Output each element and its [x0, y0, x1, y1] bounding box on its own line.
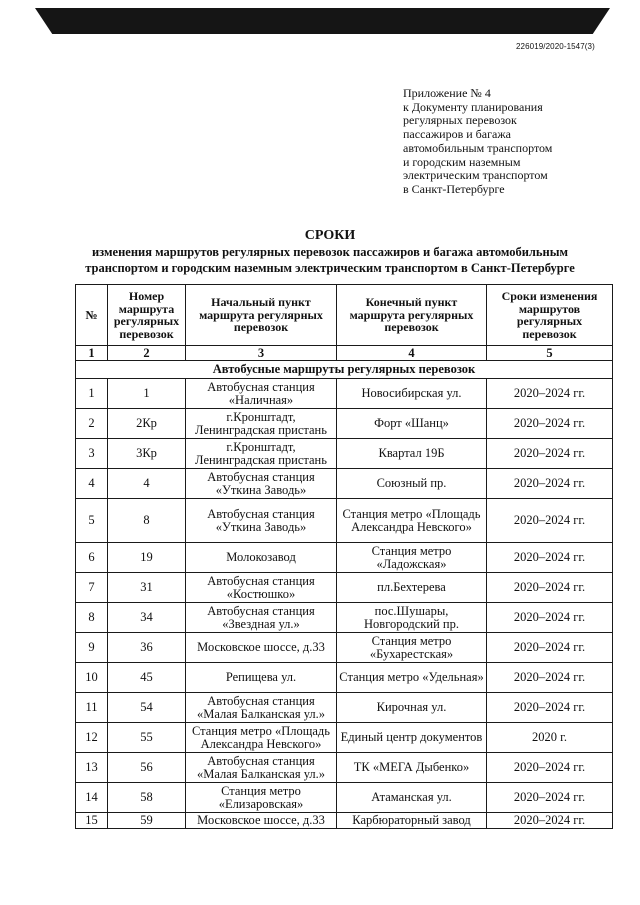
document-code: 226019/2020-1547(3) — [516, 42, 595, 51]
cell-number: 12 — [76, 723, 108, 753]
appendix-line: Приложение № 4 — [403, 86, 491, 100]
appendix-line: автомобильным транспортом — [403, 140, 553, 155]
cell-number: 5 — [76, 499, 108, 543]
table-row — [76, 409, 613, 439]
heading-title: СРОКИ — [304, 228, 356, 243]
cell-start: Автобусная станция «Уткина Заводь» — [186, 499, 337, 543]
cell-number: 4 — [76, 469, 108, 499]
cell-route: 58 — [108, 783, 186, 813]
table-row — [76, 603, 613, 633]
cell-term: 2020–2024 гг. — [487, 603, 613, 633]
cell-end: Единый центр документов — [337, 723, 487, 753]
column-number: 5 — [487, 346, 613, 361]
table-row — [76, 543, 613, 573]
cell-term: 2020–2024 гг. — [487, 469, 613, 499]
cell-term: 2020–2024 гг. — [487, 379, 613, 409]
cell-number: 15 — [76, 813, 108, 829]
cell-end: Новосибирская ул. — [337, 379, 487, 409]
cell-end: Форт «Шанц» — [337, 409, 487, 439]
appendix-line: в Санкт-Петербурге — [403, 181, 505, 196]
cell-end: Станция метро «Ладожская» — [337, 543, 487, 573]
cell-end: Станция метро «Бухарестская» — [337, 633, 487, 663]
column-number: 3 — [186, 346, 337, 361]
cell-term: 2020–2024 гг. — [487, 543, 613, 573]
cell-term: 2020–2024 гг. — [487, 813, 613, 829]
table-row — [76, 663, 613, 693]
section-title: Автобусные маршруты регулярных перевозок — [76, 361, 613, 379]
table-row — [76, 693, 613, 723]
appendix-line: пассажиров и багажа — [403, 127, 511, 142]
table-row — [76, 813, 613, 829]
table-row — [76, 499, 613, 543]
cell-route: 59 — [108, 813, 186, 829]
cell-end: Станция метро «Удельная» — [337, 663, 487, 693]
cell-route: 55 — [108, 723, 186, 753]
routes-table — [75, 284, 613, 829]
cell-route: 36 — [108, 633, 186, 663]
cell-end: пл.Бехтерева — [337, 573, 487, 603]
table-row — [76, 783, 613, 813]
table-row — [76, 469, 613, 499]
cell-number: 14 — [76, 783, 108, 813]
table-row — [76, 379, 613, 409]
cell-route: 19 — [108, 543, 186, 573]
table-row — [76, 439, 613, 469]
cell-term: 2020–2024 гг. — [487, 633, 613, 663]
cell-start: Московское шоссе, д.33 — [186, 633, 337, 663]
cell-start: Автобусная станция «Малая Балканская ул.» — [186, 693, 337, 723]
scan-top-black-bar — [35, 8, 610, 34]
cell-route: 1 — [108, 379, 186, 409]
cell-number: 9 — [76, 633, 108, 663]
cell-end: Союзный пр. — [337, 469, 487, 499]
document-heading — [80, 228, 580, 276]
header-number: № — [76, 285, 108, 346]
cell-start: Московское шоссе, д.33 — [186, 813, 337, 829]
cell-term: 2020–2024 гг. — [487, 663, 613, 693]
appendix-line: регулярных перевозок — [403, 113, 517, 128]
cell-term: 2020–2024 гг. — [487, 409, 613, 439]
cell-start: г.Кронштадт, Ленинградская пристань — [186, 439, 337, 469]
table-row — [76, 753, 613, 783]
cell-start: Автобусная станция «Малая Балканская ул.» — [186, 753, 337, 783]
cell-end: пос.Шушары, Новгородский пр. — [337, 603, 487, 633]
cell-end: Станция метро «Площадь Александра Невского» — [337, 499, 487, 543]
cell-term: 2020–2024 гг. — [487, 439, 613, 469]
heading-subtitle-line-2: транспортом и городским наземным электрическим транспортом в Санкт-Петербурге — [85, 261, 575, 275]
cell-term: 2020–2024 гг. — [487, 693, 613, 723]
cell-route: 56 — [108, 753, 186, 783]
cell-start: Автобусная станция «Наличная» — [186, 379, 337, 409]
cell-number: 13 — [76, 753, 108, 783]
header-change-term: Сроки изменения маршрутов регулярных перевозок — [487, 285, 613, 346]
cell-number: 1 — [76, 379, 108, 409]
cell-route: 4 — [108, 469, 186, 499]
cell-number: 10 — [76, 663, 108, 693]
table-row — [76, 633, 613, 663]
cell-start: Автобусная станция «Звездная ул.» — [186, 603, 337, 633]
appendix-line: электрическим транспортом — [403, 168, 548, 183]
cell-start: Репищева ул. — [186, 663, 337, 693]
appendix-block — [403, 87, 603, 197]
cell-number: 11 — [76, 693, 108, 723]
cell-term: 2020–2024 гг. — [487, 573, 613, 603]
table-row — [76, 573, 613, 603]
section-row — [76, 361, 613, 379]
cell-start: Станция метро «Елизаровская» — [186, 783, 337, 813]
cell-number: 8 — [76, 603, 108, 633]
table-row — [76, 723, 613, 753]
cell-number: 3 — [76, 439, 108, 469]
column-number: 1 — [76, 346, 108, 361]
cell-end: Атаманская ул. — [337, 783, 487, 813]
heading-subtitle-line-1: изменения маршрутов регулярных перевозок пассажиров и багажа автомобильным — [91, 245, 569, 259]
cell-route: 34 — [108, 603, 186, 633]
table-header-row — [76, 285, 613, 346]
column-number: 2 — [108, 346, 186, 361]
cell-end: Кирочная ул. — [337, 693, 487, 723]
cell-end: ТК «МЕГА Дыбенко» — [337, 753, 487, 783]
cell-start: г.Кронштадт, Ленинградская пристань — [186, 409, 337, 439]
cell-route: 54 — [108, 693, 186, 723]
cell-start: Станция метро «Площадь Александра Невского» — [186, 723, 337, 753]
appendix-line: и городским наземным — [403, 154, 521, 169]
header-end-point: Конечный пункт маршрута регулярных перевозок — [337, 285, 487, 346]
cell-start: Молокозавод — [186, 543, 337, 573]
cell-number: 7 — [76, 573, 108, 603]
cell-number: 2 — [76, 409, 108, 439]
cell-end: Квартал 19Б — [337, 439, 487, 469]
cell-number: 6 — [76, 543, 108, 573]
cell-start: Автобусная станция «Костюшко» — [186, 573, 337, 603]
column-number: 4 — [337, 346, 487, 361]
cell-start: Автобусная станция «Уткина Заводь» — [186, 469, 337, 499]
column-numbers-row — [76, 346, 613, 361]
header-route-number: Номер маршрута регулярных перевозок — [108, 285, 186, 346]
appendix-line: к Документу планирования — [403, 99, 543, 114]
cell-route: 45 — [108, 663, 186, 693]
cell-route: 8 — [108, 499, 186, 543]
cell-term: 2020 г. — [487, 723, 613, 753]
cell-term: 2020–2024 гг. — [487, 753, 613, 783]
cell-route: 2Кр — [108, 409, 186, 439]
header-start-point: Начальный пункт маршрута регулярных перевозок — [186, 285, 337, 346]
cell-route: 31 — [108, 573, 186, 603]
cell-route: 3Кр — [108, 439, 186, 469]
cell-term: 2020–2024 гг. — [487, 783, 613, 813]
cell-end: Карбюраторный завод — [337, 813, 487, 829]
cell-term: 2020–2024 гг. — [487, 499, 613, 543]
